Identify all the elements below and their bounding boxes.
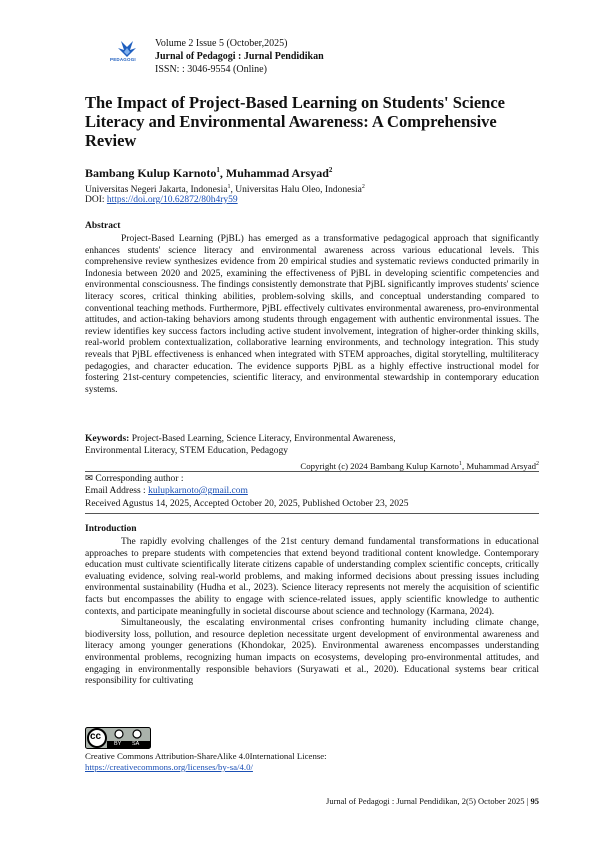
doi-line [85, 195, 238, 207]
author-separator: , [219, 166, 226, 180]
divider-bottom [85, 513, 539, 514]
footer-journal: Jurnal of Pedagogi : Jurnal Pendidikan, 2(5) October 2025 [326, 796, 525, 806]
cc-license-badge[interactable] [85, 727, 151, 749]
doi-label: DOI: [85, 195, 107, 205]
license-link[interactable]: https://creativecommons.org/licenses/by-sa/4.0/ [85, 762, 253, 772]
intro-paragraph-2: Simultaneously, the escalating environmental crises confronting humanity including climate change, biodiversity loss, pollution, and resource depletion necessitate urgent development of environmental awareness and literacy among younger generations (Khondokar, 2025). Environmental awareness encompasses understanding environmental problems, recognizing human impacts on ecosystems, developing pro-environmental attitudes, and engaging in environmentally responsible behaviors (Suryawati et al., 2020). Educational systems bear critical responsibility for cultivating [85, 618, 539, 687]
by-badge-text: BY [114, 741, 122, 747]
page-number: 95 [530, 796, 539, 806]
introduction-body [85, 537, 539, 688]
copyright-middle: , Muhammad Arsyad [461, 460, 536, 471]
journal-name: Jurnal of Pedagogi : Jurnal Pendidikan [155, 51, 324, 62]
page-footer [326, 796, 539, 806]
copyright-sup-2: 2 [536, 461, 539, 467]
author-list [85, 166, 332, 181]
corresponding-author: ✉ Corresponding author : [85, 474, 184, 484]
keywords-label: Keywords: [85, 434, 130, 444]
abstract-heading: Abstract [85, 221, 121, 231]
divider-top [85, 471, 539, 472]
abstract-body [85, 234, 539, 396]
keywords [85, 434, 396, 446]
copyright-prefix: Copyright (c) 2024 Bambang Kulup Karnoto [300, 460, 459, 471]
footer-separator: | [524, 796, 531, 806]
author-2-sup: 2 [328, 166, 333, 174]
abstract-text: Project-Based Learning (PjBL) has emerged as a transformative pedagogical approach that significantly enhances students' science literacy and environmental awareness across various educational levels. This comprehensive review synthesizes evidence from 20 empirical studies and systematic reviews conducted primarily in Indonesia between 2020 and 2025, examining the effectiveness of PjBL in developing scientific competencies and environmental consciousness. The findings consistently demonstrate that PjBL significantly improves students' science literacy scores, critical thinking abilities, problem-solving skills, and conceptual understanding compared to conventional teaching methods. Furthermore, PjBL effectively cultivates environmental awareness, pro-environmental attitudes, and action-taking behaviors among students through engagement with authentic environmental issues. The review identifies key success factors including active student involvement, integration of higher-order thinking skills, real-world problem contextualization, collaborative learning environments, and technology integration. This study reveals that PjBL effectiveness is enhanced when integrated with STEM approaches, digital storytelling, multiliteracy pedagogies, and character education. The evidence supports PjBL as a highly effective instructional model for fostering 21st-century competencies, scientific literacy, and environmental stewardship in contemporary education systems. [85, 234, 539, 395]
introduction-heading: Introduction [85, 524, 137, 534]
author-2: Muhammad Arsyad [225, 166, 329, 180]
author-1: Bambang Kulup Karnoto [85, 166, 217, 180]
affiliation-2-sup: 2 [361, 184, 365, 190]
affiliation-1: Universitas Negeri Jakarta, Indonesia [85, 185, 228, 196]
author-1-sup: 1 [216, 166, 220, 174]
sa-badge-text: SA [132, 741, 140, 747]
license-text: Creative Commons Attribution-ShareAlike 4.0International License: [85, 751, 327, 761]
email-line [85, 486, 248, 498]
affiliation-2: , Universitas Halu Oleo, Indonesia [230, 185, 362, 196]
journal-logo [112, 38, 142, 66]
keywords-line-1: Project-Based Learning, Science Literacy, Environmental Awareness, [129, 434, 396, 444]
volume-info: Volume 2 Issue 5 (October,2025) [155, 38, 288, 49]
copyright-sup-1: 1 [458, 461, 462, 467]
keywords-cont: Environmental Literacy, STEM Education, Pedagogy [85, 446, 289, 456]
issn: ISSN: : 3046-9554 (Online) [155, 64, 267, 75]
email-label: Email Address : [85, 486, 149, 496]
logo-text: PEDAGOGI [110, 57, 136, 62]
intro-paragraph-1: The rapidly evolving challenges of the 21st century demand fundamental transformations in educational approaches to prepare students with competencies that extend beyond traditional content knowledge. Contemporary education must cultivate scientifically literate citizens capable of understanding complex scientific concepts, critically evaluating evidence, solving real-world problems, and making informed decisions about pressing issues including environmental sustainability (Hudha et al., 2023). Science literacy represents not merely the acquisition of scientific facts but encompasses the ability to engage with science-related issues, apply scientific knowledge to authentic contexts, and participate meaningfully in societal discourse about science and technology (Karmana, 2024). [85, 537, 539, 617]
doi-link[interactable]: https://doi.org/10.62872/80h4ry59 [106, 195, 238, 205]
cc-badge-text: cc [90, 731, 102, 742]
paper-title: The Impact of Project-Based Learning on Students' Science Literacy and Environmental Awareness: A Comprehensive Review [85, 93, 505, 150]
email-link[interactable]: kulupkarnoto@gmail.com [148, 486, 248, 496]
dates-line: Received Agustus 14, 2025, Accepted October 20, 2025, Published October 23, 2025 [85, 499, 409, 509]
affiliation-1-sup: 1 [227, 184, 231, 190]
